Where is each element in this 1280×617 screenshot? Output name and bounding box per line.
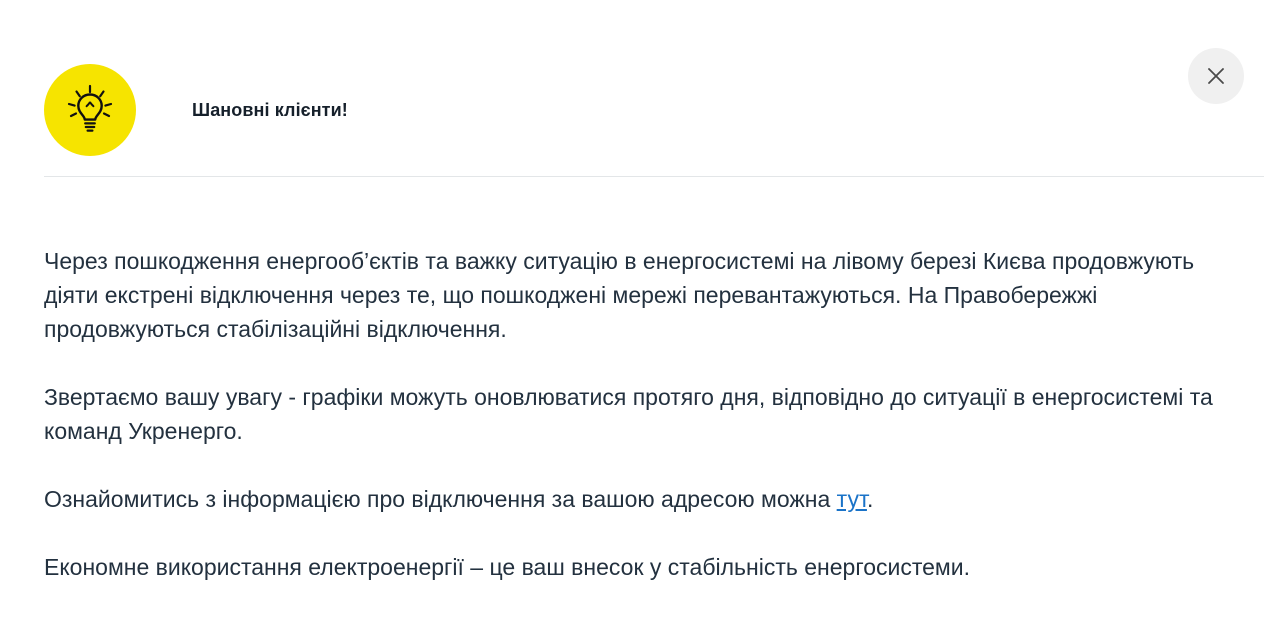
page-title: Шановні клієнти! <box>192 99 348 120</box>
header-divider <box>44 176 1264 177</box>
notice-paragraph-link <box>44 482 1220 516</box>
close-icon <box>1205 65 1227 87</box>
notice-paragraph-saving: Економне використання електроенергії – це ваш внесок у стабільність енергосистеми. <box>44 554 970 580</box>
lightbulb-icon <box>62 82 118 138</box>
link-suffix-text: . <box>866 486 874 512</box>
dialog-body <box>0 176 1280 584</box>
lightbulb-badge <box>44 64 136 156</box>
lightbulb-glass <box>78 95 101 120</box>
notice-paragraph-schedules: Звертаємо вашу увагу - графіки можуть оновлюватися протяго дня, відповідно до ситуації в енергосистемі та команд Укренерго. <box>44 384 1213 444</box>
dialog-header <box>0 0 1280 176</box>
notice-paragraph-outages: Через пошкодження енергооб’єктів та важку ситуацію в енергосистемі на лівому березі Києва продовжують діяти екстрені відключення через те, що пошкоджені мережі перевантажуються. На Правобережжі продовжуються стабілізаційні відключення. <box>44 248 1195 342</box>
link-prefix-text: Ознайомитись з інформацією про відключення за вашою адресою можна <box>44 486 837 512</box>
close-button[interactable] <box>1188 48 1244 104</box>
outage-info-link[interactable]: тут <box>836 486 867 512</box>
